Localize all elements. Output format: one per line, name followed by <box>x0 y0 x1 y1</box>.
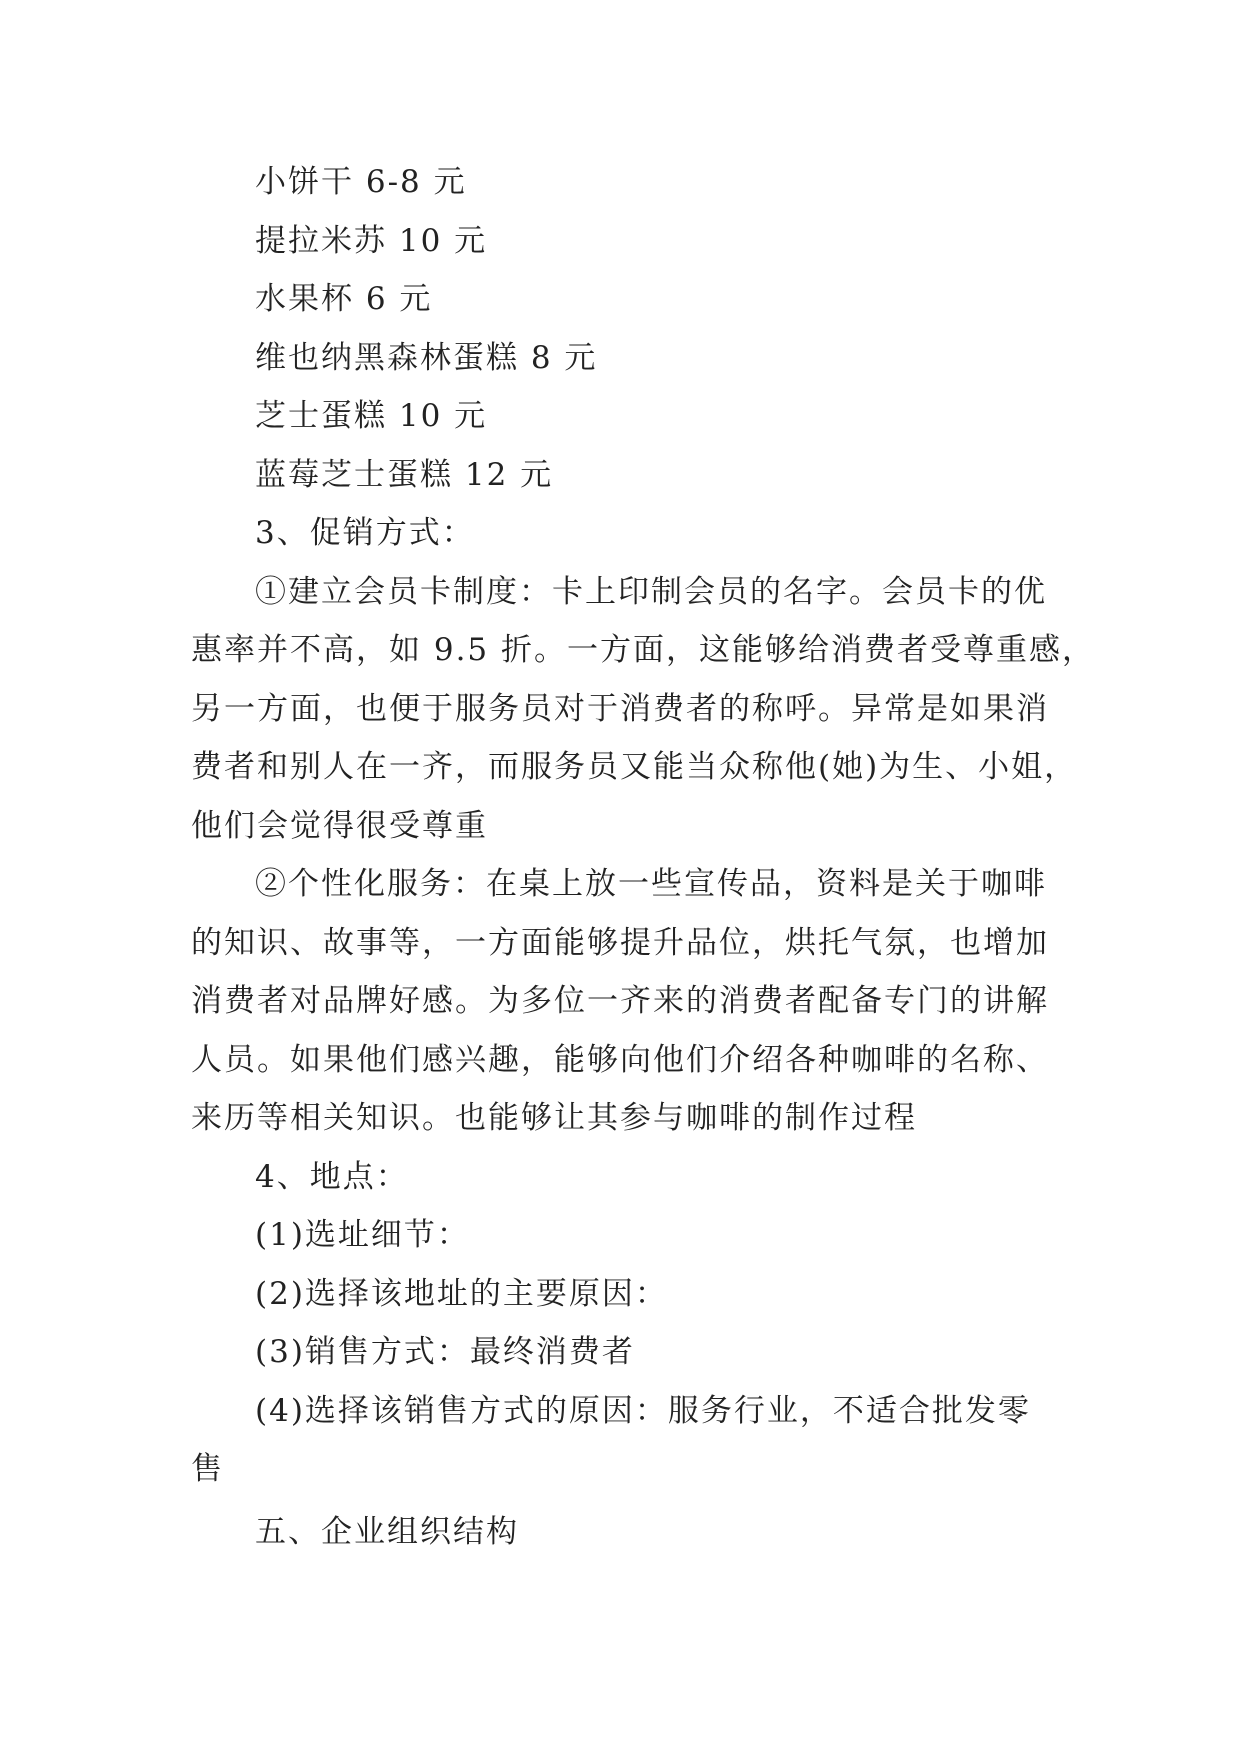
menu-item: 芝士蛋糕 10 元 <box>255 398 488 434</box>
menu-item: 小饼干 6-8 元 <box>255 164 467 200</box>
paragraph-line: 的知识、故事等，一方面能够提升品位，烘托气氛，也增加 <box>191 924 1049 961</box>
paragraph-line: 消费者对品牌好感。为多位一齐来的消费者配备专门的讲解 <box>191 983 1049 1019</box>
section-heading-promotion: 3、促销方式： <box>255 515 475 551</box>
location-item: (2)选择该地址的主要原因： <box>255 1275 668 1312</box>
paragraph-personalized-service <box>191 855 1061 1148</box>
location-item: (3)销售方式：最终消费者 <box>255 1334 635 1370</box>
paragraph-line: 惠率并不高，如 9.5 折。一方面，这能够给消费者受尊重感， <box>191 632 1096 668</box>
section-heading-location: 4、地点： <box>255 1158 409 1195</box>
location-item-reason <box>191 1382 1061 1499</box>
paragraph-line: 他们会觉得很受尊重 <box>191 807 488 844</box>
menu-item: 维也纳黑森林蛋糕 8 元 <box>255 339 598 376</box>
paragraph-line: 来历等相关知识。也能够让其参与咖啡的制作过程 <box>191 1100 917 1136</box>
document-body <box>191 153 1096 1561</box>
paragraph-membership-card <box>191 563 1096 856</box>
paragraph-line: (4)选择该销售方式的原因：服务行业，不适合批发零 <box>255 1392 1031 1429</box>
paragraph-line: 人员。如果他们感兴趣，能够向他们介绍各种咖啡的名称、 <box>191 1041 1049 1078</box>
location-item: (1)选址细节： <box>255 1217 470 1253</box>
paragraph-line: 另一方面，也便于服务员对于消费者的称呼。异常是如果消 <box>191 690 1049 727</box>
paragraph-line: 售 <box>191 1451 224 1487</box>
menu-item: 提拉米苏 10 元 <box>255 222 488 259</box>
menu-item: 水果杯 6 元 <box>255 281 433 317</box>
menu-item: 蓝莓芝士蛋糕 12 元 <box>255 456 554 493</box>
section-heading-org-structure: 五、企业组织结构 <box>255 1513 519 1550</box>
paragraph-line: ②个性化服务：在桌上放一些宣传品，资料是关于咖啡 <box>255 866 1047 902</box>
paragraph-line: ①建立会员卡制度：卡上印制会员的名字。会员卡的优 <box>255 573 1047 610</box>
paragraph-line: 费者和别人在一齐，而服务员又能当众称他(她)为生、小姐， <box>191 749 1078 785</box>
